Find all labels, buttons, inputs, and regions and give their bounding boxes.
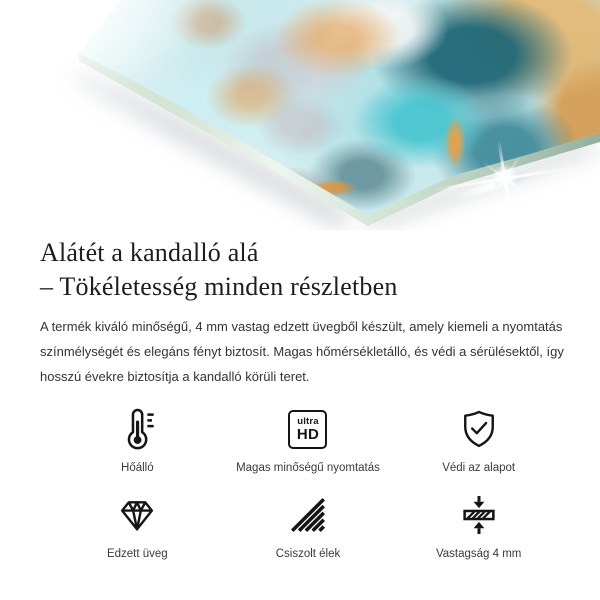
- feature-protects-base: [393, 405, 564, 475]
- product-photo: [0, 0, 600, 230]
- ultra-hd-text-bottom: HD: [296, 425, 320, 443]
- feature-thickness: [393, 491, 564, 561]
- product-description: A termék kiváló minőségű, 4 mm vastag edzett üvegből készült, amely kiemeli a nyomtatás színmélységét és elegáns fényt biztosít. Magas hőmérsékletálló, és védi a sérülésektől, így hosszú évekre biztosítja a kandalló körüli teret.: [40, 319, 564, 384]
- ultra-hd-icon: [288, 405, 327, 453]
- feature-label: Edzett üveg: [106, 548, 168, 560]
- polished-edges-icon: [287, 491, 329, 539]
- ultra-hd-text-top: ultra: [297, 415, 319, 427]
- feature-label: Védi az alapot: [442, 462, 516, 474]
- feature-tempered-glass: [52, 491, 223, 561]
- feature-grid: [40, 405, 566, 561]
- thermometer-icon: [114, 405, 160, 453]
- feature-print-quality: [223, 405, 394, 475]
- title-line-1: Alátét a kandalló alá: [40, 238, 259, 267]
- feature-label: Hőálló: [121, 462, 154, 474]
- thickness-icon: [456, 491, 502, 539]
- shield-check-icon: [457, 405, 501, 453]
- diamond-icon: [114, 491, 160, 539]
- page-title: [40, 236, 566, 304]
- title-line-2: – Tökéletesség minden részletben: [40, 272, 398, 301]
- feature-label: Magas minőségű nyomtatás: [236, 462, 380, 474]
- feature-label: Vastagság 4 mm: [435, 548, 522, 560]
- product-description-section: [0, 236, 600, 561]
- feature-heat-resistant: [52, 405, 223, 475]
- feature-polished-edges: [223, 491, 394, 561]
- feature-label: Csiszolt élek: [275, 548, 341, 560]
